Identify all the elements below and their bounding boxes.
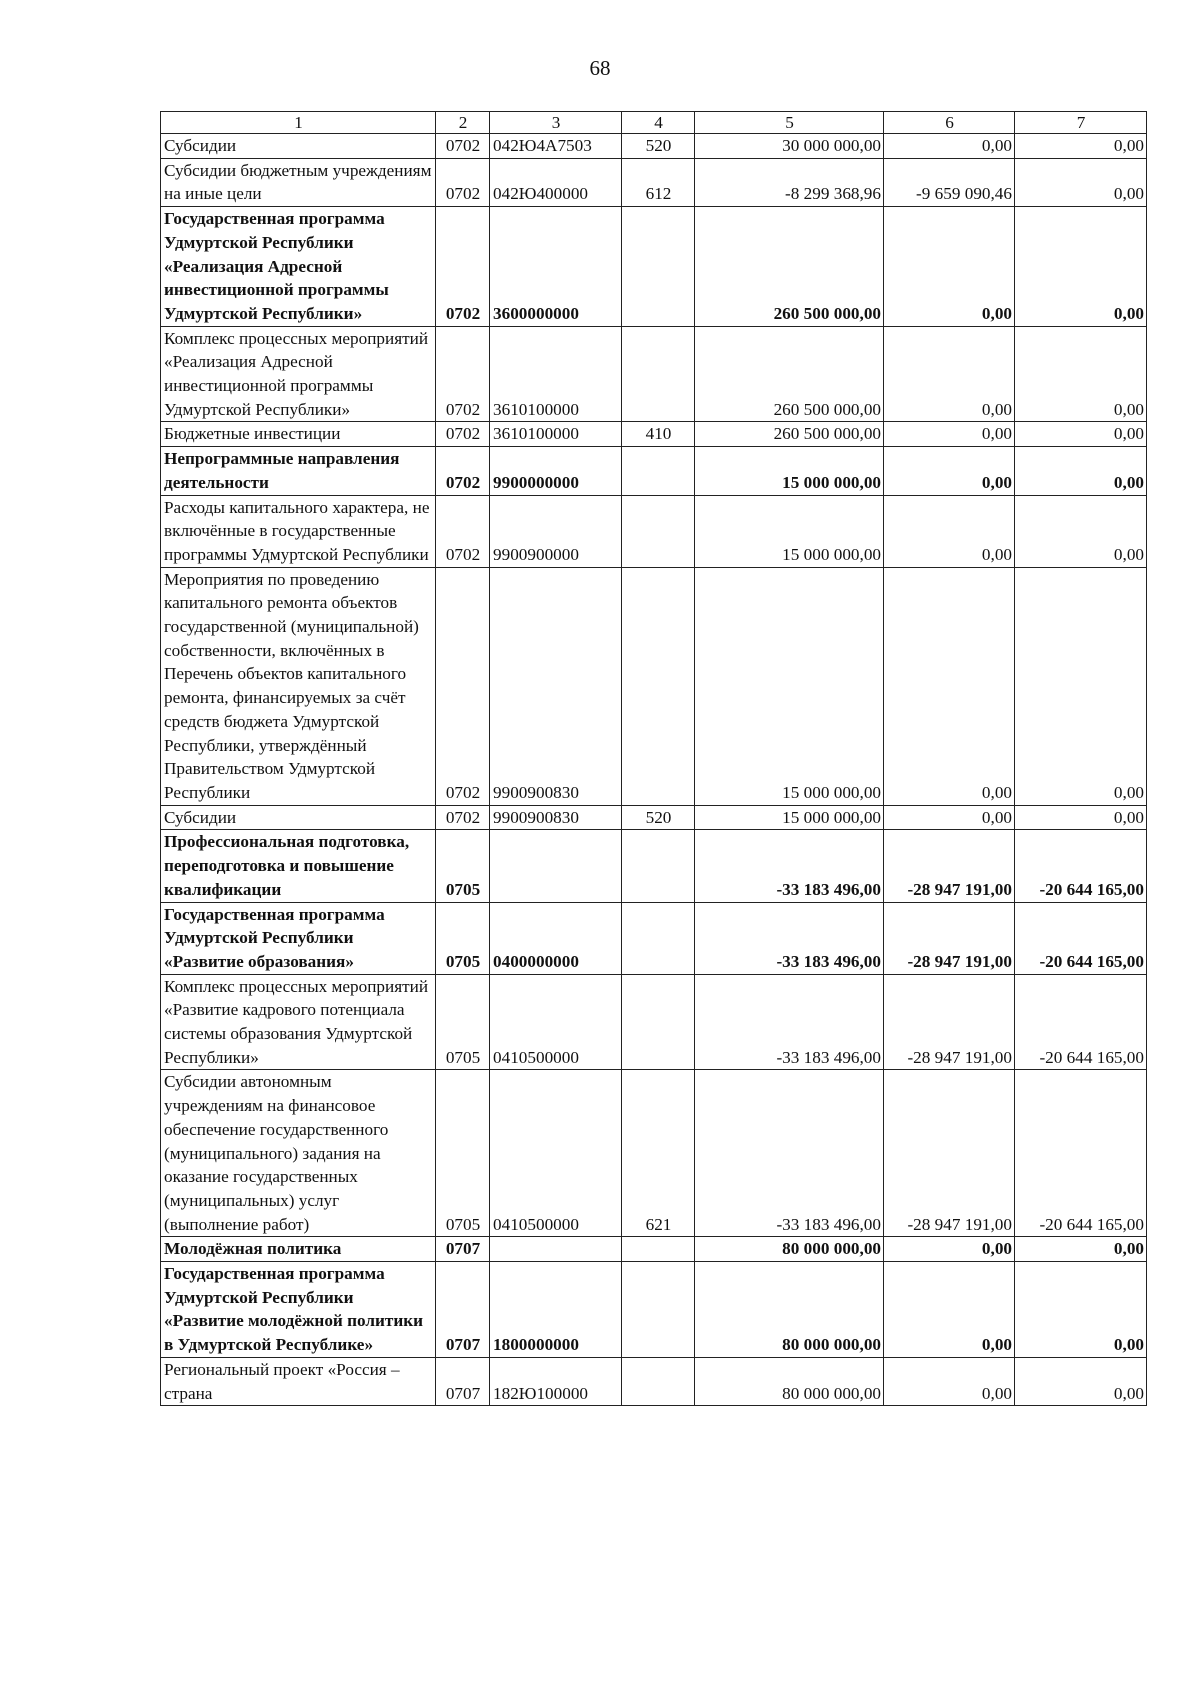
table-row <box>161 1357 1147 1405</box>
row-expense-type-cell <box>622 902 695 974</box>
table-row <box>161 422 1147 447</box>
row-name-cell: Региональный проект «Россия – страна <box>161 1357 436 1405</box>
row-amount-3-cell: 0,00 <box>1015 1357 1147 1405</box>
column-header: 3 <box>490 112 622 134</box>
row-amount-2-cell: 0,00 <box>884 422 1015 447</box>
row-amount-2-cell: -28 947 191,00 <box>884 1070 1015 1237</box>
row-expense-type-cell <box>622 1237 695 1262</box>
row-amount-2-cell: 0,00 <box>884 567 1015 805</box>
row-amount-1-cell: -33 183 496,00 <box>695 830 884 902</box>
row-amount-1-cell: 15 000 000,00 <box>695 805 884 830</box>
row-section-code-cell: 0702 <box>436 326 490 422</box>
row-amount-3-cell: 0,00 <box>1015 158 1147 206</box>
row-amount-1-cell: 80 000 000,00 <box>695 1262 884 1358</box>
row-amount-3-cell: 0,00 <box>1015 567 1147 805</box>
row-name-cell: Государственная программа Удмуртской Республики «Реализация Адресной инвестиционной программы Удмуртской Республики» <box>161 207 436 327</box>
row-amount-1-cell: -33 183 496,00 <box>695 974 884 1070</box>
row-amount-1-cell: -33 183 496,00 <box>695 1070 884 1237</box>
row-name-cell: Субсидии бюджетным учреждениям на иные цели <box>161 158 436 206</box>
row-name-cell: Субсидии <box>161 805 436 830</box>
table-body <box>161 112 1147 1406</box>
row-amount-2-cell: -28 947 191,00 <box>884 974 1015 1070</box>
table-header-row <box>161 112 1147 134</box>
row-section-code-cell: 0707 <box>436 1262 490 1358</box>
row-expense-type-cell: 520 <box>622 134 695 159</box>
column-header: 2 <box>436 112 490 134</box>
row-section-code-cell: 0702 <box>436 134 490 159</box>
row-amount-2-cell: 0,00 <box>884 207 1015 327</box>
row-name-cell: Бюджетные инвестиции <box>161 422 436 447</box>
row-target-article-cell: 3610100000 <box>490 326 622 422</box>
page-number: 68 <box>589 56 611 80</box>
row-amount-2-cell: 0,00 <box>884 326 1015 422</box>
table-row <box>161 326 1147 422</box>
row-target-article-cell: 9900900830 <box>490 805 622 830</box>
row-section-code-cell: 0707 <box>436 1357 490 1405</box>
row-name-cell: Молодёжная политика <box>161 1237 436 1262</box>
row-amount-3-cell: 0,00 <box>1015 447 1147 495</box>
row-expense-type-cell <box>622 1262 695 1358</box>
row-amount-1-cell: 15 000 000,00 <box>695 447 884 495</box>
row-amount-2-cell: 0,00 <box>884 805 1015 830</box>
row-amount-2-cell: 0,00 <box>884 1357 1015 1405</box>
row-expense-type-cell: 612 <box>622 158 695 206</box>
row-amount-3-cell: -20 644 165,00 <box>1015 830 1147 902</box>
table-row <box>161 805 1147 830</box>
row-amount-1-cell: 30 000 000,00 <box>695 134 884 159</box>
table-row <box>161 902 1147 974</box>
row-amount-2-cell: 0,00 <box>884 134 1015 159</box>
column-header: 1 <box>161 112 436 134</box>
row-section-code-cell: 0702 <box>436 207 490 327</box>
column-header: 5 <box>695 112 884 134</box>
row-section-code-cell: 0705 <box>436 902 490 974</box>
row-amount-3-cell: 0,00 <box>1015 422 1147 447</box>
row-target-article-cell: 182Ю100000 <box>490 1357 622 1405</box>
row-amount-3-cell: 0,00 <box>1015 207 1147 327</box>
row-amount-2-cell: 0,00 <box>884 447 1015 495</box>
row-amount-2-cell: -28 947 191,00 <box>884 830 1015 902</box>
row-expense-type-cell <box>622 447 695 495</box>
row-amount-2-cell: -9 659 090,46 <box>884 158 1015 206</box>
column-header: 6 <box>884 112 1015 134</box>
row-expense-type-cell <box>622 326 695 422</box>
table-row <box>161 830 1147 902</box>
table-row <box>161 134 1147 159</box>
row-name-cell: Субсидии <box>161 134 436 159</box>
row-section-code-cell: 0702 <box>436 158 490 206</box>
table-row <box>161 207 1147 327</box>
row-section-code-cell: 0702 <box>436 447 490 495</box>
row-expense-type-cell <box>622 1357 695 1405</box>
column-header: 7 <box>1015 112 1147 134</box>
row-section-code-cell: 0707 <box>436 1237 490 1262</box>
row-target-article-cell <box>490 830 622 902</box>
row-expense-type-cell: 520 <box>622 805 695 830</box>
row-amount-1-cell: 260 500 000,00 <box>695 326 884 422</box>
row-name-cell: Комплекс процессных мероприятий «Развитие кадрового потенциала системы образования Удмуртской Республики» <box>161 974 436 1070</box>
row-amount-1-cell: -33 183 496,00 <box>695 902 884 974</box>
table-row <box>161 447 1147 495</box>
row-target-article-cell: 0400000000 <box>490 902 622 974</box>
row-section-code-cell: 0702 <box>436 805 490 830</box>
row-section-code-cell: 0702 <box>436 495 490 567</box>
row-target-article-cell <box>490 1237 622 1262</box>
row-section-code-cell: 0705 <box>436 974 490 1070</box>
row-amount-1-cell: 15 000 000,00 <box>695 567 884 805</box>
row-amount-3-cell: 0,00 <box>1015 326 1147 422</box>
row-target-article-cell: 1800000000 <box>490 1262 622 1358</box>
row-name-cell: Непрограммные направления деятельности <box>161 447 436 495</box>
row-target-article-cell: 042Ю4А7503 <box>490 134 622 159</box>
row-expense-type-cell: 410 <box>622 422 695 447</box>
row-expense-type-cell <box>622 207 695 327</box>
row-amount-3-cell: -20 644 165,00 <box>1015 1070 1147 1237</box>
row-expense-type-cell <box>622 974 695 1070</box>
row-amount-1-cell: 80 000 000,00 <box>695 1237 884 1262</box>
table-row <box>161 158 1147 206</box>
budget-table <box>160 111 1147 1406</box>
row-amount-3-cell: 0,00 <box>1015 134 1147 159</box>
row-amount-3-cell: -20 644 165,00 <box>1015 974 1147 1070</box>
row-name-cell: Профессиональная подготовка, переподготовка и повышение квалификации <box>161 830 436 902</box>
row-section-code-cell: 0702 <box>436 422 490 447</box>
row-section-code-cell: 0702 <box>436 567 490 805</box>
row-section-code-cell: 0705 <box>436 830 490 902</box>
row-amount-1-cell: 80 000 000,00 <box>695 1357 884 1405</box>
row-target-article-cell: 9900900000 <box>490 495 622 567</box>
row-amount-2-cell: 0,00 <box>884 1237 1015 1262</box>
row-name-cell: Мероприятия по проведению капитального ремонта объектов государственной (муниципальной) собственности, включённых в Перечень объектов капитального ремонта, финансируемых за счёт средств бюджета Удмуртской Республики, утверждённый Правительством Удмуртской Республики <box>161 567 436 805</box>
row-expense-type-cell <box>622 495 695 567</box>
table-row <box>161 1237 1147 1262</box>
row-amount-3-cell: 0,00 <box>1015 495 1147 567</box>
row-target-article-cell: 9900000000 <box>490 447 622 495</box>
row-name-cell: Расходы капитального характера, не включённые в государственные программы Удмуртской Республики <box>161 495 436 567</box>
row-amount-1-cell: 260 500 000,00 <box>695 207 884 327</box>
row-target-article-cell: 0410500000 <box>490 974 622 1070</box>
row-section-code-cell: 0705 <box>436 1070 490 1237</box>
column-header: 4 <box>622 112 695 134</box>
row-amount-1-cell: 260 500 000,00 <box>695 422 884 447</box>
row-name-cell: Субсидии автономным учреждениям на финансовое обеспечение государственного (муниципального) задания на оказание государственных (муниципальных) услуг (выполнение работ) <box>161 1070 436 1237</box>
row-expense-type-cell: 621 <box>622 1070 695 1237</box>
row-amount-2-cell: -28 947 191,00 <box>884 902 1015 974</box>
row-target-article-cell: 0410500000 <box>490 1070 622 1237</box>
row-amount-1-cell: 15 000 000,00 <box>695 495 884 567</box>
row-target-article-cell: 3610100000 <box>490 422 622 447</box>
row-expense-type-cell <box>622 830 695 902</box>
row-target-article-cell: 042Ю400000 <box>490 158 622 206</box>
row-amount-3-cell: 0,00 <box>1015 1237 1147 1262</box>
row-amount-1-cell: -8 299 368,96 <box>695 158 884 206</box>
row-amount-2-cell: 0,00 <box>884 1262 1015 1358</box>
table-row <box>161 567 1147 805</box>
row-expense-type-cell <box>622 567 695 805</box>
row-amount-2-cell: 0,00 <box>884 495 1015 567</box>
table-row <box>161 1262 1147 1358</box>
row-amount-3-cell: 0,00 <box>1015 805 1147 830</box>
row-name-cell: Государственная программа Удмуртской Республики «Развитие молодёжной политики в Удмуртской Республике» <box>161 1262 436 1358</box>
row-target-article-cell: 3600000000 <box>490 207 622 327</box>
table-row <box>161 495 1147 567</box>
row-amount-3-cell: 0,00 <box>1015 1262 1147 1358</box>
table-row <box>161 974 1147 1070</box>
table-row <box>161 1070 1147 1237</box>
row-name-cell: Комплекс процессных мероприятий «Реализация Адресной инвестиционной программы Удмуртской Республики» <box>161 326 436 422</box>
row-amount-3-cell: -20 644 165,00 <box>1015 902 1147 974</box>
row-name-cell: Государственная программа Удмуртской Республики «Развитие образования» <box>161 902 436 974</box>
row-target-article-cell: 9900900830 <box>490 567 622 805</box>
